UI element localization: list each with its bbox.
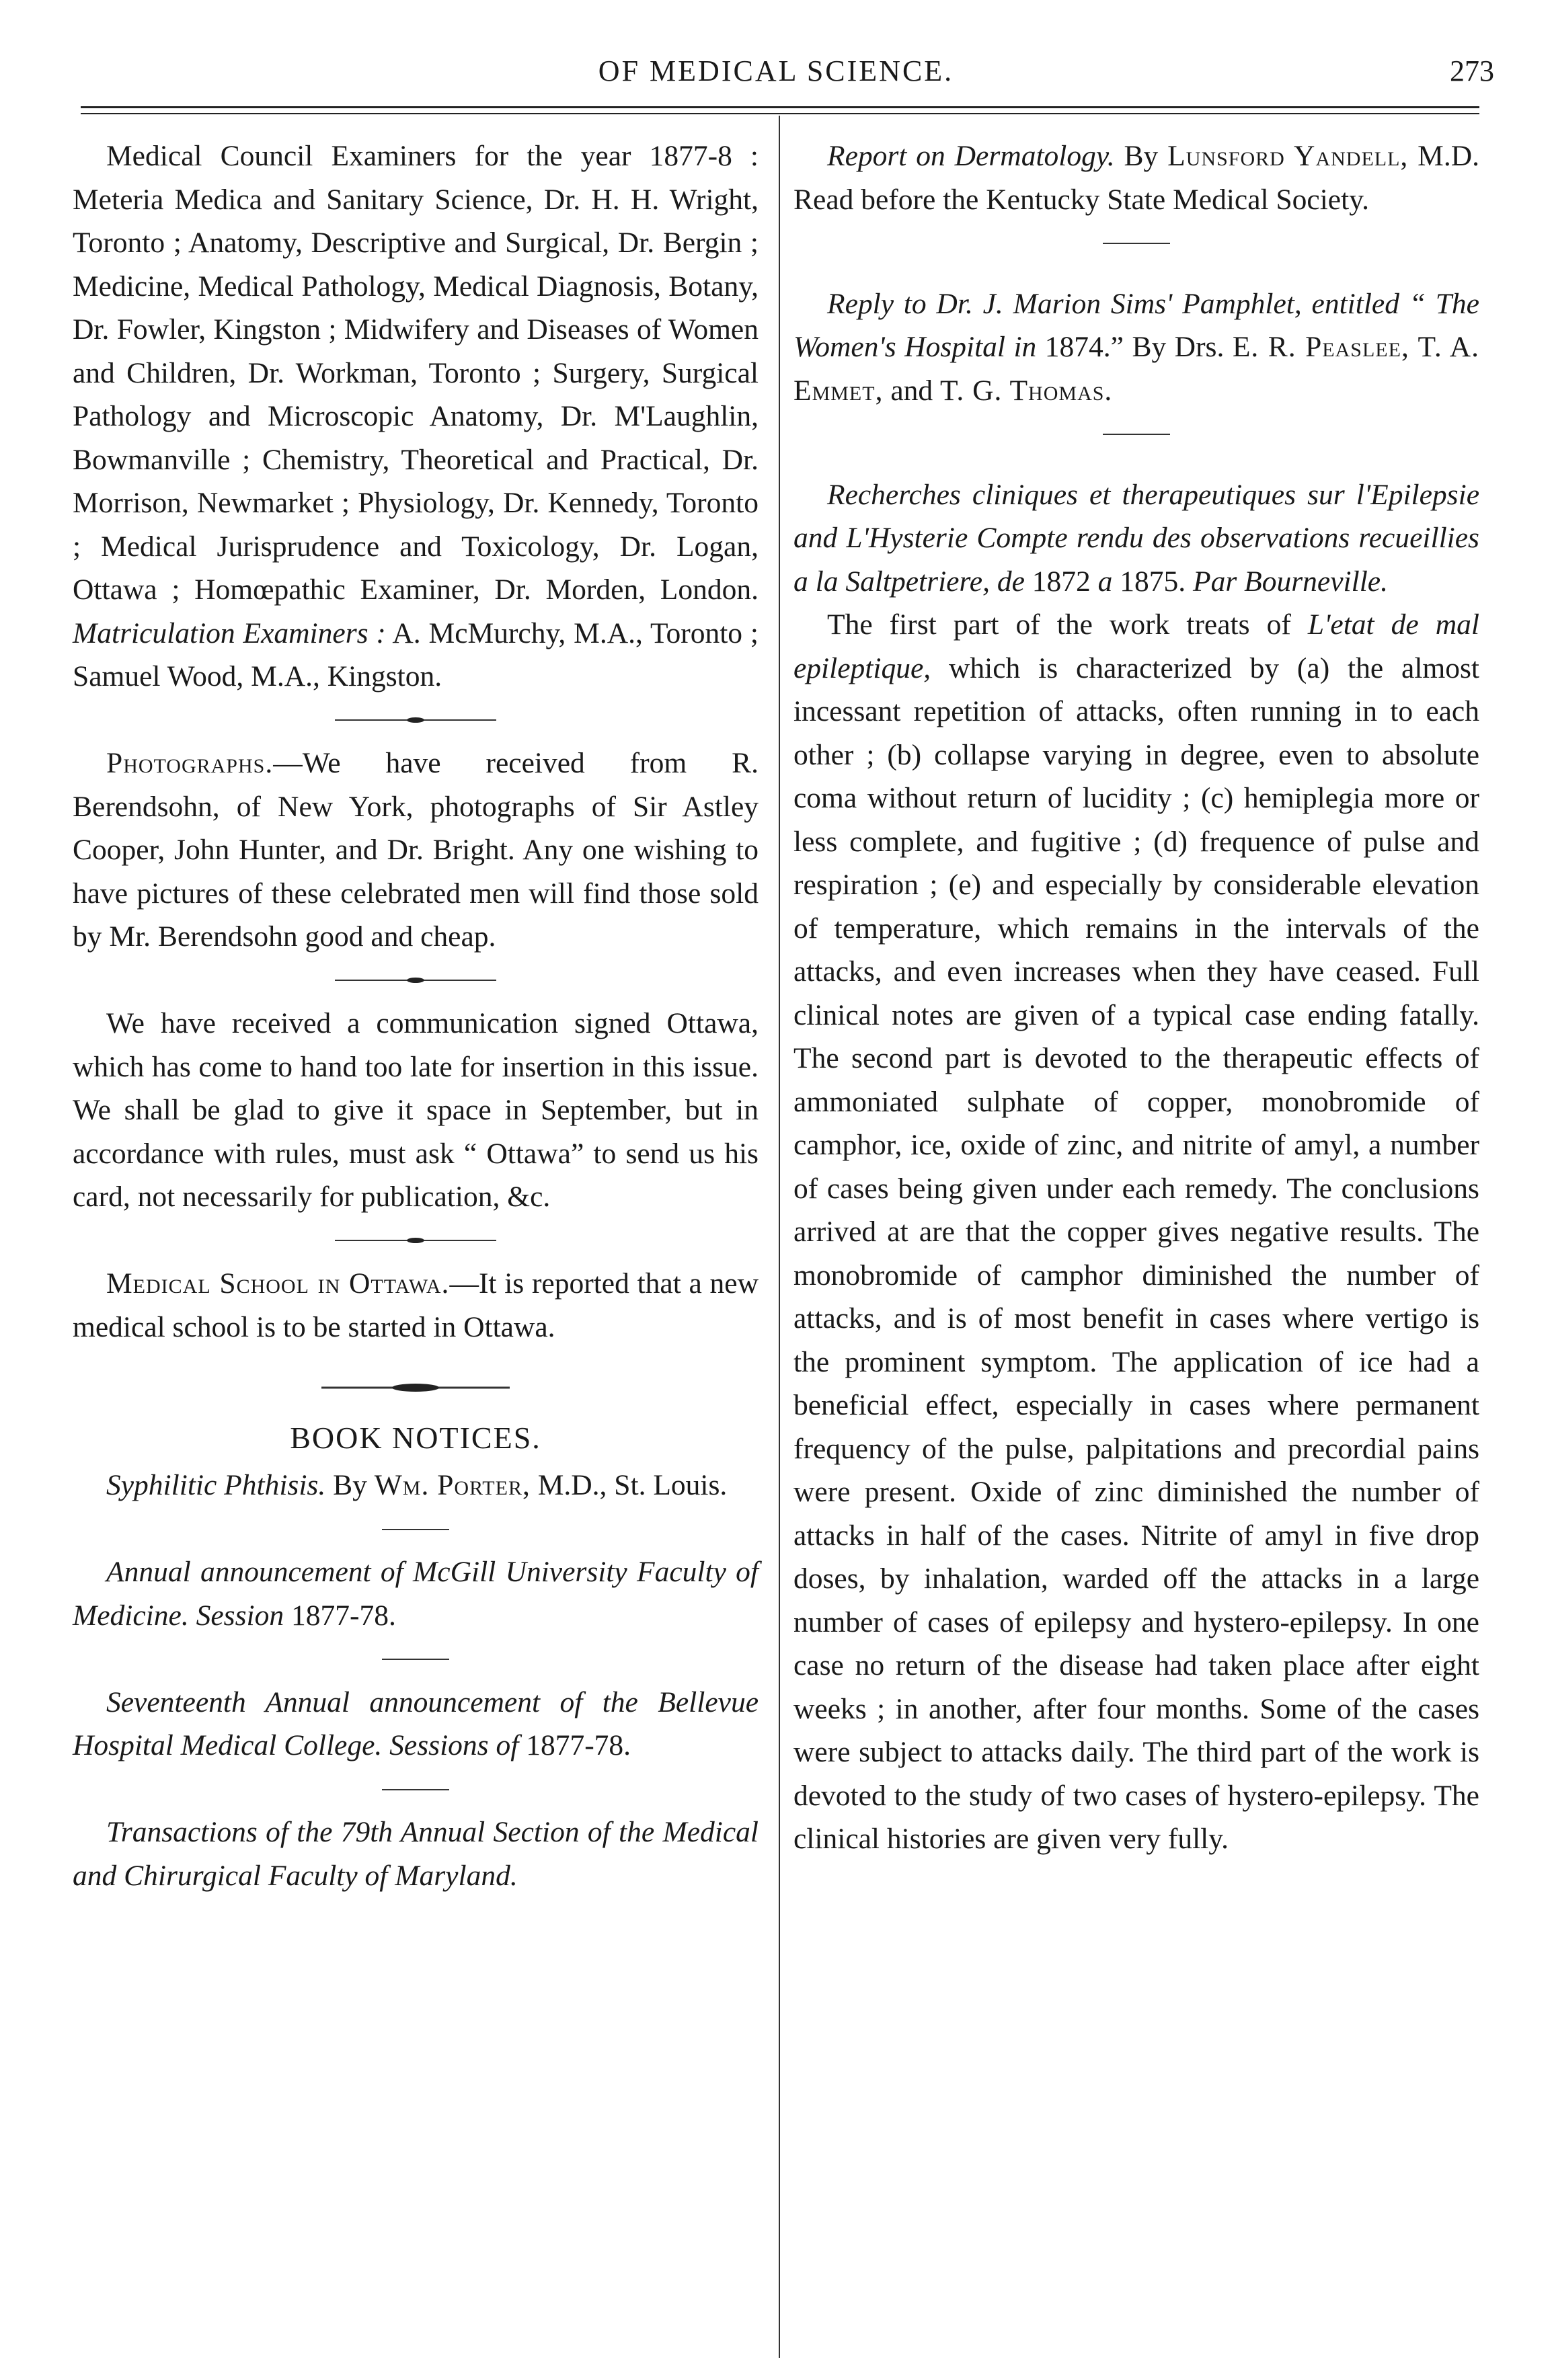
photographs-text: —We have received from R. Berendsohn, of New York, photographs of Sir Astley Cooper, John Hunter, and Dr. Bright. Any one wishing to have pictures of these celebrated men will find those sold by Mr. Berendsohn good and cheap. [73,747,759,953]
notice-author: T. G. Thomas. [940,374,1113,407]
book-notice [73,1464,759,1507]
school-paragraph [73,1262,759,1349]
examiners-paragraph [73,134,759,699]
column-divider [779,116,780,2358]
notice-title: Seventeenth Annual announcement of the Bellevue Hospital Medical College. Sessions of [73,1685,759,1761]
matriculation-text: A. McMurchy, M.A., Toronto ; Samuel Wood, M.A., Kingston. [73,617,759,692]
photographs-paragraph [73,742,759,959]
ornament-divider [73,959,759,1002]
notice-year: 1874.” [1044,331,1124,363]
book-notice [793,473,1479,604]
ornament-divider [73,699,759,742]
short-divider [73,1637,759,1681]
matriculation-label: Matriculation Examiners : [73,617,386,649]
left-column [73,134,759,1897]
short-divider [73,1768,759,1811]
notice-rest: M.D. Read before the Kentucky State Medical Society. [793,140,1480,216]
book-notice: Transactions of the 79th Annual Section of the Medical and Chirurgical Faculty of Maryland. [73,1816,759,1892]
ornament-divider [73,1219,759,1263]
header-rule-top [81,106,1479,108]
communication-paragraph: We have received a communication signed Ottawa, which has come to hand too late for insertion in this issue. We shall be glad to give it space in September, but in accordance with rules, must ask “ Ottawa” to send us his card, not necessarily for publication, &c. [73,1007,759,1213]
header-rule-bottom [81,113,1479,114]
notice-year: 1877-78. [290,1599,396,1632]
running-title: OF MEDICAL SCIENCE. [598,54,954,87]
notice-by: By [1124,140,1159,172]
photographs-heading: Photographs. [106,747,274,779]
notice-a: a [1097,565,1113,598]
notice-year: 1872 [1032,565,1091,598]
notice-title: Recherches cliniques et therapeutiques sur l'Epilepsie and L'Hysterie Compte rendu des observations recueillies a la Saltpetriere, de [793,478,1479,598]
notice-year: 1875. [1120,565,1186,598]
notice-author: Wm. Porter, [374,1469,531,1501]
notice-author: Par Bourneville. [1193,565,1388,598]
right-column [793,134,1479,1861]
review-paragraph [793,603,1479,1861]
notice-title: Report on Dermatology. [827,140,1115,172]
ornament-divider-fancy [73,1366,759,1410]
short-divider [73,1507,759,1551]
short-divider [793,221,1479,265]
notice-year: 1877-78. [526,1729,631,1761]
review-term: L'etat de mal epileptique, [793,608,1480,684]
book-notice [73,1681,759,1768]
page-number: 273 [1450,54,1494,87]
notice-by: By Drs. [1132,331,1225,363]
notice-title: Syphilitic Phthisis. [106,1469,326,1501]
short-divider [793,412,1479,456]
notice-author: Lunsford Yandell, [1167,140,1409,172]
book-notice [793,282,1479,413]
review-body: which is characterized by (a) the almost incessant repetition of attacks, often running in to each other ; (b) collapse varying in degree, even to absolute coma without return of lucidity ; (c) hemiplegia more or less complete, and fugitive ; (d) frequence of pulse and respiration ; (e) and especially by considerable elevation of temperature, which remains in the intervals of the attacks, and even increases when they have ceased. Full clinical notes are given of a typical case ending fatally. The second part is devoted to the therapeutic effects of ammoniated sulphate of copper, monobromide of camphor, ice, oxide of zinc, and nitrite of amyl, a number of cases being given under each remedy. The conclusions arrived at are that the copper gives negative results. The monobromide of camphor diminished the number of attacks, and is of most benefit in cases where vertigo is the prominent symptom. The application of ice had a beneficial effect, especially in cases where permanent frequency of the pulse, palpitations and precordial pains were present. Oxide of zinc diminished the number of attacks in half of the cases. Nitrite of amyl in five drop doses, by inhalation, warded off the attacks in a large number of cases of epilepsy and hystero-epilepsy. In one case no return of the disease had taken place after eight weeks ; in another, after four months. Some of the cases were subject to attacks daily. The third part of the work is devoted to the study of two cases of hystero-epilepsy. The clinical histories are given very fully. [793,651,1480,1855]
notice-rest: M.D., St. Louis. [537,1469,728,1501]
examiners-text: Medical Council Examiners for the year 1877-8 : Meteria Medica and Sanitary Science, Dr. H. H. Wright, Toronto ; Anatomy, Descriptive and Surgical, Dr. Bergin ; Medicine, Medical Pathology, Medical Diagnosis, Botany, Dr. Fowler, Kingston ; Midwifery and Diseases of Women and Children, Dr. Workman, Toronto ; Surgery, Surgical Pathology and Microscopic Anatomy, Dr. M'Laughlin, Bowmanville ; Chemistry, Theoretical and Practical, Dr. Morrison, Newmarket ; Physiology, Dr. Kennedy, Toronto ; Medical Jurisprudence and Toxicology, Dr. Logan, Ottawa ; Homœpathic Examiner, Dr. Morden, London. [73,140,759,606]
book-notice [793,134,1479,221]
book-notices-heading: BOOK NOTICES. [290,1420,541,1455]
school-text: —It is reported that a new medical school is to be started in Ottawa. [73,1267,759,1343]
notice-and: and [890,374,933,407]
notice-author: E. R. Peaslee, T. A. Emmet, [793,331,1480,407]
review-intro: The first part of the work treats of [827,608,1291,641]
notice-title: Reply to Dr. J. Marion Sims' Pamphlet, entitled “ The Women's Hospital in [793,287,1479,363]
notice-title: Annual announcement of McGill University Faculty of Medicine. Session [73,1556,759,1632]
running-head [0,54,1552,101]
notice-by: By [333,1469,367,1501]
book-notice [73,1550,759,1637]
school-heading: Medical School in Ottawa. [106,1267,450,1300]
